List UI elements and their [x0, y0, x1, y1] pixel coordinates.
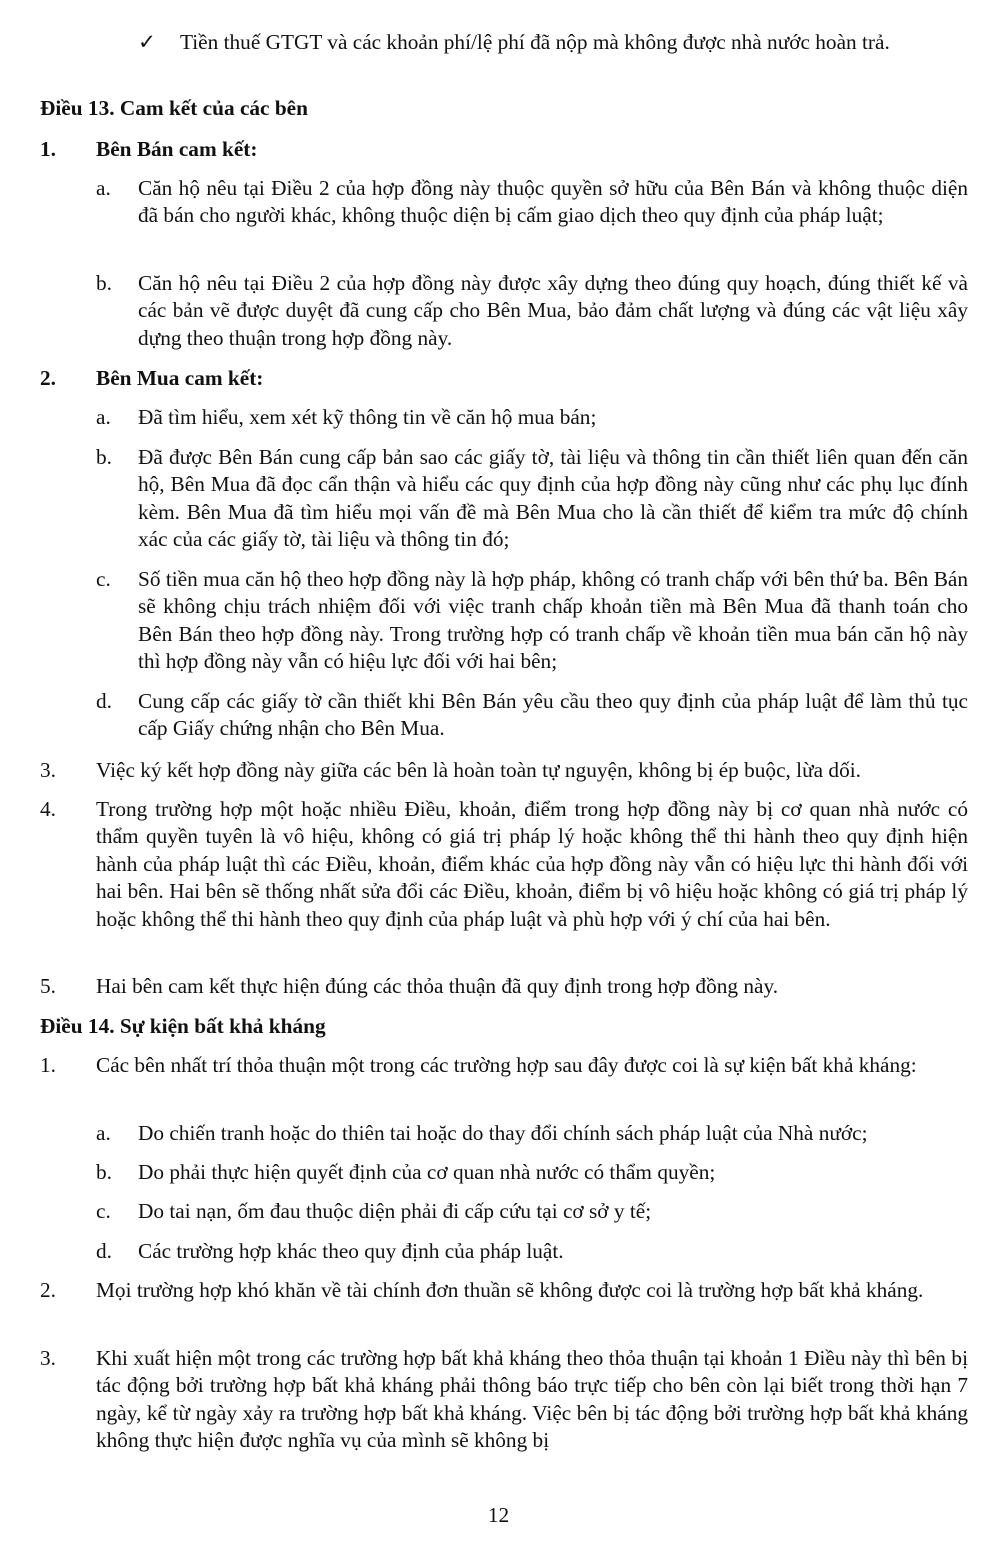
list-item: Đã được Bên Bán cung cấp bản sao các giấy tờ, tài liệu và thông tin cần thiết liên quan đến căn hộ, Bên Mua đã đọc cẩn thận và hiểu các quy định của hợp đồng này cũng như các phụ lục đính kèm. Bên Mua đã tìm hiểu mọi vấn đề mà Bên Mua cho là cần thiết để kiểm tra mức độ chính xác của các giấy tờ, tài liệu và thông tin đó; [138, 445, 968, 552]
list-item: Các trường hợp khác theo quy định của pháp luật. [138, 1239, 564, 1263]
lead-bullet-text: Tiền thuế GTGT và các khoản phí/lệ phí đã nộp mà không được nhà nước hoàn trả. [180, 30, 890, 54]
item-marker: c. [96, 1199, 111, 1223]
list-item: Số tiền mua căn hộ theo hợp đồng này là hợp pháp, không có tranh chấp với bên thứ ba. Bên Bán sẽ không chịu trách nhiệm đối với việc tranh chấp khoản tiền mà Bên Mua đã thanh toán cho Bên Bán theo hợp đồng này. Trong trường hợp có tranh chấp về khoản tiền mua bán căn hộ này thì hợp đồng này vẫn có hiệu lực đối với hai bên; [138, 567, 968, 674]
item-marker: a. [96, 176, 111, 200]
clause-number: 4. [40, 797, 56, 821]
item-marker: a. [96, 405, 111, 429]
item-marker: d. [96, 1239, 112, 1263]
clause-text: Các bên nhất trí thỏa thuận một trong các trường hợp sau đây được coi là sự kiện bất khả kháng: [96, 1053, 917, 1077]
item-marker: b. [96, 1160, 112, 1184]
page-number: 12 [487, 1503, 510, 1527]
checkmark-icon: ✓ [138, 30, 156, 54]
clause-number: 2. [40, 1278, 56, 1302]
list-item: Căn hộ nêu tại Điều 2 của hợp đồng này được xây dựng theo đúng quy hoạch, đúng thiết kế và các bản vẽ được duyệt đã cung cấp cho Bên Mua, bảo đảm chất lượng và đúng các vật liệu xây dựng theo thuận trong hợp đồng này. [138, 271, 968, 350]
clause-number: 3. [40, 758, 56, 782]
list-item: Căn hộ nêu tại Điều 2 của hợp đồng này thuộc quyền sở hữu của Bên Bán và không thuộc diện đã bán cho người khác, không thuộc diện bị cấm giao dịch theo quy định của pháp luật; [138, 176, 968, 228]
item-marker: a. [96, 1121, 111, 1145]
clause-13-2-title: Bên Mua cam kết: [96, 366, 264, 390]
clause-13-2-number: 2. [40, 366, 56, 390]
clause-number: 5. [40, 974, 56, 998]
list-item: Cung cấp các giấy tờ cần thiết khi Bên Bán yêu cầu theo quy định của pháp luật để làm thủ tục cấp Giấy chứng nhận cho Bên Mua. [138, 689, 968, 741]
item-marker: c. [96, 567, 111, 591]
clause-text: Hai bên cam kết thực hiện đúng các thỏa thuận đã quy định trong hợp đồng này. [96, 974, 779, 998]
item-marker: d. [96, 689, 112, 713]
clause-text: Mọi trường hợp khó khăn về tài chính đơn thuần sẽ không được coi là trường hợp bất khả kháng. [96, 1278, 924, 1302]
list-item: Đã tìm hiểu, xem xét kỹ thông tin về căn hộ mua bán; [138, 405, 597, 429]
clause-text: Việc ký kết hợp đồng này giữa các bên là hoàn toàn tự nguyện, không bị ép buộc, lừa dối. [96, 758, 861, 782]
clause-number: 1. [40, 1053, 56, 1077]
list-item: Do chiến tranh hoặc do thiên tai hoặc do thay đổi chính sách pháp luật của Nhà nước; [138, 1121, 868, 1145]
article-13-heading: Điều 13. Cam kết của các bên [40, 96, 308, 120]
clause-13-1-number: 1. [40, 137, 56, 161]
clause-text: Khi xuất hiện một trong các trường hợp bất khả kháng theo thỏa thuận tại khoản 1 Điều này thì bên bị tác động bởi trường hợp bất khả kháng phải thông báo trực tiếp cho bên còn lại biết trong thời hạn 7 ngày, kể từ ngày xảy ra trường hợp bất khả kháng. Việc bên bị tác động bởi trường hợp bất khả kháng không thực hiện được nghĩa vụ của mình sẽ không bị [96, 1346, 968, 1453]
list-item: Do tai nạn, ốm đau thuộc diện phải đi cấp cứu tại cơ sở y tế; [138, 1199, 652, 1223]
article-14-heading: Điều 14. Sự kiện bất khả kháng [40, 1014, 326, 1038]
clause-number: 3. [40, 1346, 56, 1370]
clause-text: Trong trường hợp một hoặc nhiều Điều, khoản, điểm trong hợp đồng này bị cơ quan nhà nước có thẩm quyền tuyên là vô hiệu, không có giá trị pháp lý hoặc không thể thi hành theo quy định hiện hành của pháp luật thì các Điều, khoản, điểm khác của hợp đồng này vẫn có hiệu lực thi hành đối với hai bên. Hai bên sẽ thống nhất sửa đổi các Điều, khoản, điểm bị vô hiệu hoặc không có giá trị pháp lý hoặc không thể thi hành theo quy định của pháp luật và phù hợp với ý chí của hai bên. [96, 797, 968, 931]
item-marker: b. [96, 271, 112, 295]
clause-13-1-title: Bên Bán cam kết: [96, 137, 258, 161]
item-marker: b. [96, 445, 112, 469]
list-item: Do phải thực hiện quyết định của cơ quan nhà nước có thẩm quyền; [138, 1160, 716, 1184]
